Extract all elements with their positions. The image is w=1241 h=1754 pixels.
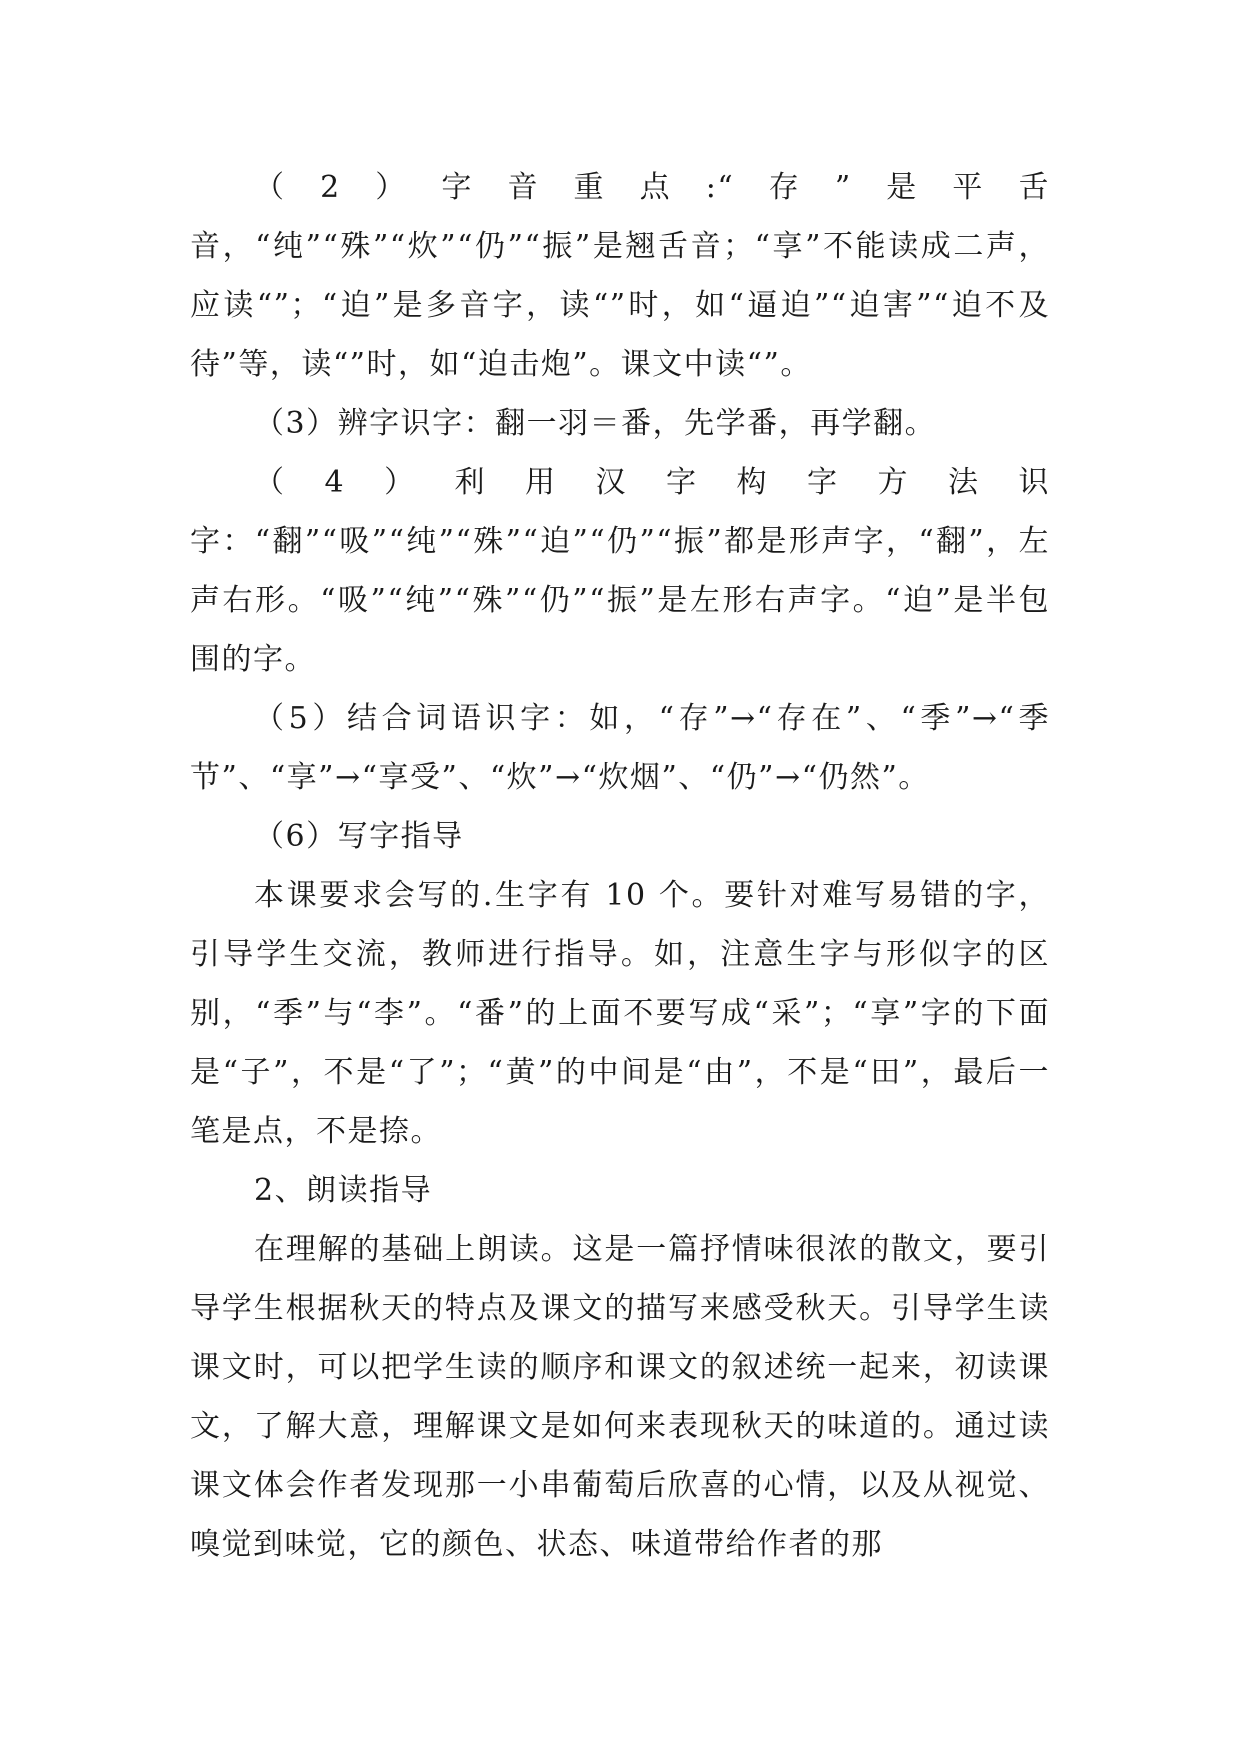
document-body [190, 158, 1050, 1574]
paragraph-word-association: （5）结合词语识字：如，“存”→“存在”、“季”→“季节”、“享”→“享受”、“炊”→“炊烟”、“仍”→“仍然”。 [190, 701, 1050, 795]
paragraph-reading-guidance-heading: 2、朗读指导 [254, 1173, 433, 1208]
paragraph-reading-guidance: 在理解的基础上朗读。这是一篇抒情味很浓的散文，要引导学生根据秋天的特点及课文的描写来感受秋天。引导学生读课文时，可以把学生读的顺序和课文的叙述统一起来，初读课文，了解大意，理解课文是如何来表现秋天的味道的。通过读课文体会作者发现那一小串葡萄后欣喜的心情，以及从视觉、嗅觉到味觉，它的颜色、状态、味道带给作者的那 [190, 1232, 1050, 1562]
paragraph-pronunciation: （2）字音重点:“存”是平舌音，“纯”“殊”“炊”“仍”“振”是翘舌音；“享”不能读成二声，应读“”；“迫”是多音字，读“”时，如“逼迫”“迫害”“迫不及待”等，读“”时，如“迫击炮”。课文中读“”。 [190, 170, 1050, 382]
paragraph-writing-guidance-heading: （6）写字指导 [254, 819, 464, 854]
paragraph-distinguish-characters: （3）辨字识字：翻一羽＝番，先学番，再学翻。 [254, 406, 937, 441]
paragraph-character-formation: （4）利用汉字构字方法识字：“翻”“吸”“纯”“殊”“迫”“仍”“振”都是形声字，“翻”，左声右形。“吸”“纯”“殊”“仍”“振”是左形右声字。“迫”是半包围的字。 [190, 465, 1050, 677]
paragraph-writing-guidance: 本课要求会写的.生字有 10 个。要针对难写易错的字，引导学生交流，教师进行指导。如，注意生字与形似字的区别，“季”与“李”。“番”的上面不要写成“采”；“享”字的下面是“子”，不是“了”；“黄”的中间是“由”，不是“田”，最后一笔是点，不是捺。 [190, 878, 1050, 1149]
